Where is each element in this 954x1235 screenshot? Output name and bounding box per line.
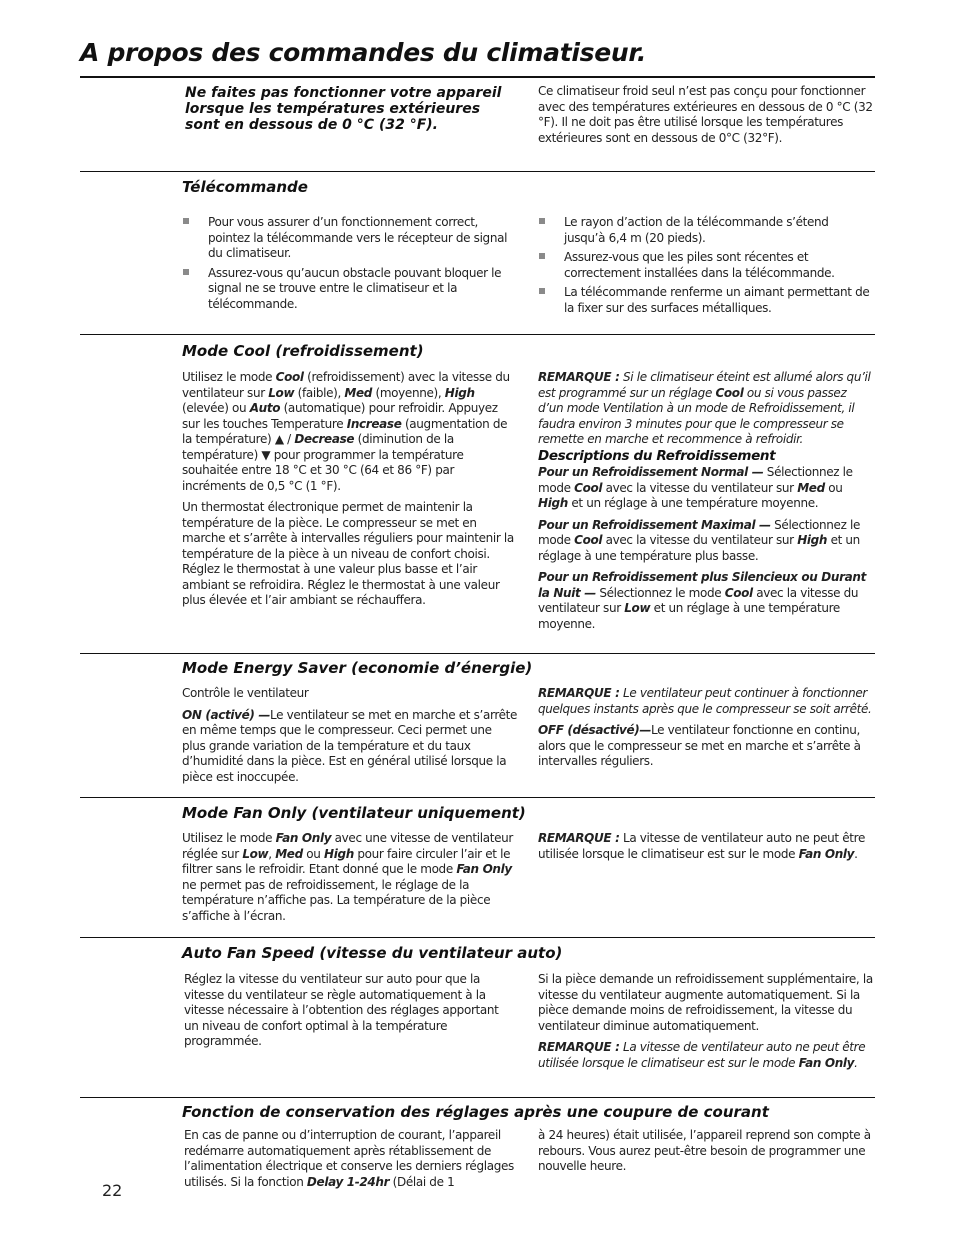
bullet-square-icon [539,218,545,224]
energy-off-text: OFF (désactivé)—Le ventilateur fonctionne en continu, alors que le compresseur se met en marche et s’arrête à intervalles réguliers. [538,723,861,768]
energy-control-text: Contrôle le ventilateur [182,686,309,700]
auto-fan-right-text: Si la pièce demande un refroidissement supplémentaire, la vitesse du ventilateur augmente automatiquement. Si la pièce demande moins de refroidissement, la vitesse du ventilateur diminue automatiquement. [538,972,873,1033]
warning-heading: Ne faites pas fonctionner votre appareil lorsque les températures extérieures sont en dessous de 0 °C (32 °F). [185,85,502,133]
cool-paragraph: Utilisez le mode Cool (refroidissement) avec la vitesse du ventilateur sur Low (faible), Med (moyenne), High (elevée) ou Auto (automatique) pour refroidir. Appuyez sur les touches Temperature Increase (augmentation de la température) ▲ / Decrease (diminution de la température) ▼ pour programmer la température souhaitée entre 18 °C et 30 °C (64 et 86 °F) par incréments de 0,5 °C (1 °F). [182,370,510,493]
list-item: Assurez-vous qu’aucun obstacle pouvant bloquer le signal ne se trouve entre le climatiseur et la télécommande. [183,266,523,313]
auto-fan-right-column [538,972,874,1077]
bullet-square-icon [183,269,189,275]
power-section-title: Fonction de conservation des réglages après une coupure de courant [182,1103,769,1121]
fan-only-right-column [538,831,874,868]
cool-section-title: Mode Cool (refroidissement) [182,342,424,360]
section-divider [80,937,875,938]
section-divider [80,334,875,335]
energy-left-column [182,686,518,791]
list-item: Le rayon d’action de la télécommande s’étend jusqu’à 6,4 m (20 pieds). [539,215,873,246]
remote-right-list [539,215,873,320]
page-title: A propos des commandes du climatiseur. [80,38,647,67]
section-divider [80,1097,875,1098]
title-rule [80,76,875,78]
normal-cooling-text: Pour un Refroidissement Normal — Sélectionnez le mode Cool avec la vitesse du ventilateur sur Med ou High et un réglage à une température moyenne. [538,465,853,510]
bullet-square-icon [183,218,189,224]
page-number: 22 [102,1181,123,1200]
energy-note: REMARQUE : Le ventilateur peut continuer à fonctionner quelques instants après que le compresseur se soit arrêté. [538,686,872,716]
bullet-square-icon [539,288,545,294]
energy-right-column [538,686,876,776]
quiet-cooling-text: Pour un Refroidissement plus Silencieux ou Durant la Nuit — Sélectionnez le mode Cool avec la vitesse du ventilateur sur Low et un réglage à une température moyenne. [538,570,867,631]
fan-only-left-column [182,831,520,930]
fan-only-section-title: Mode Fan Only (ventilateur uniquement) [182,804,526,822]
warning-text: Ce climatiseur froid seul n’est pas conçu pour fonctionner avec des températures extérieures en dessous de 0 °C (32 °F). Il ne doit pas être utilisé lorsque les températures extérieures sont en dessous de 0°C (32°F). [538,84,873,145]
section-divider [80,171,875,172]
maximal-cooling-text: Pour un Refroidissement Maximal — Sélectionnez le mode Cool avec la vitesse du ventilateur sur High et un réglage à une température plus basse. [538,517,861,563]
list-item: La télécommande renferme un aimant permettant de la fixer sur des surfaces métalliques. [539,285,873,316]
cool-right-column [538,370,874,638]
list-item: Pour vous assurer d’un fonctionnement correct, pointez la télécommande vers le récepteur de signal du climatiseur. [183,215,523,262]
remote-left-list [183,215,523,316]
bullet-square-icon [539,253,545,259]
auto-fan-left-text: Réglez la vitesse du ventilateur sur auto pour que la vitesse du ventilateur se règle automatiquement à la vitesse nécessaire à l’obtention des réglages apportant un niveau de confort optimal à la température programmée. [184,972,499,1048]
energy-section-title: Mode Energy Saver (economie d’énergie) [182,659,533,677]
thermostat-paragraph: Un thermostat électronique permet de maintenir la température de la pièce. Le compresseur se met en marche et s’arrête à intervalles réguliers pour maintenir la température de la pièce à un niveau de confort choisi. Réglez le thermostat à une valeur plus basse et l’air ambiant se refroidira. Réglez le thermostat à une valeur plus élevée et l’air ambiant se réchauffera. [182,500,514,607]
power-right-text: à 24 heures) était utilisée, l’appareil reprend son compte à rebours. Vous aurez peut-être besoin de programmer une nouvelle heure. [538,1128,871,1173]
section-divider [80,797,875,798]
section-divider [80,653,875,654]
cool-left-column [182,370,514,615]
fan-only-note: REMARQUE : La vitesse de ventilateur auto ne peut être utilisée lorsque le climatiseur est sur le mode Fan Only. [538,831,865,861]
cool-note: REMARQUE : Si le climatiseur éteint est allumé alors qu’il est programmé sur un réglage Cool ou si vous passez d’un mode Ventilation à un mode de Refroidissement, il faudra environ 3 minutes pour que le compresseur se remette en marche et recommence à refroidir. [538,370,871,446]
fan-only-paragraph: Utilisez le mode Fan Only avec une vitesse de ventilateur réglée sur Low, Med ou High pour faire circuler l’air et le filtrer sans le refroidir. Etant donné que le mode Fan Only ne permet pas de refroidissement, le réglage de la température n’affiche pas. La température de la pièce s’affiche à l’écran. [182,831,513,923]
cooling-descriptions-heading: Descriptions du Refroidissement [538,447,776,464]
auto-fan-note: REMARQUE : La vitesse de ventilateur auto ne peut être utilisée lorsque le climatiseur est sur le mode Fan Only. [538,1040,866,1070]
remote-section-title: Télécommande [182,178,308,196]
power-left-text: En cas de panne ou d’interruption de courant, l’appareil redémarre automatiquement après rétablissement de l’alimentation électrique et conserve les derniers réglages utilisés. Si la fonction Delay 1-24hr (Délai de 1 [184,1128,514,1189]
auto-fan-section-title: Auto Fan Speed (vitesse du ventilateur auto) [182,944,563,962]
list-item: Assurez-vous que les piles sont récentes et correctement installées dans la télécommande. [539,250,873,281]
energy-on-text: ON (activé) —Le ventilateur se met en marche et s’arrête en même temps que le compresseur. Ceci permet une plus grande variation de la température et du taux d’humidité dans la pièce. Est en général utilisé lorsque la pièce est inoccupée. [182,707,518,784]
